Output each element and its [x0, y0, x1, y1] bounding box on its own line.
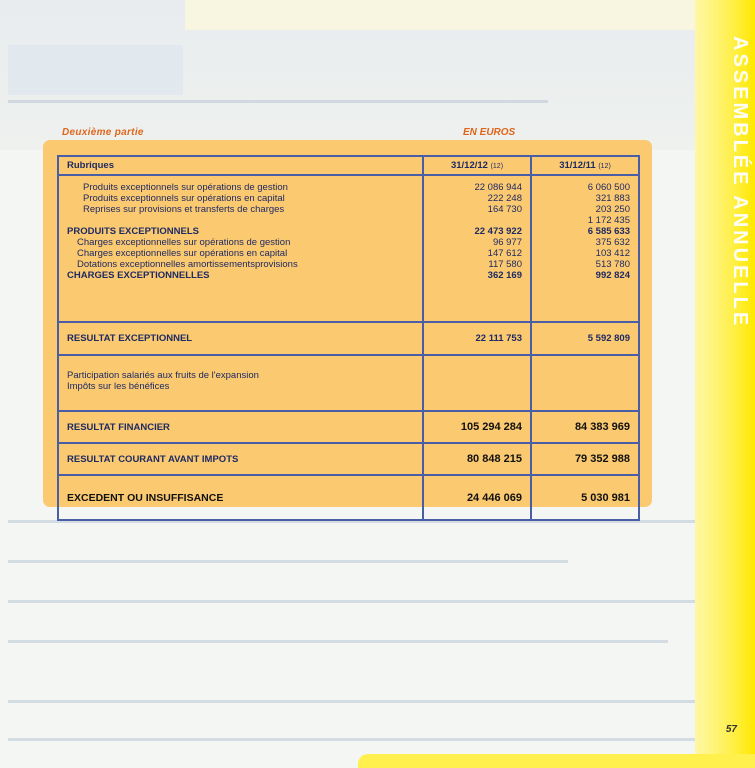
- row-label: Produits exceptionnels sur opérations en capital: [83, 193, 285, 204]
- row-value-total: 22 473 922: [474, 226, 522, 237]
- values-col1: [423, 175, 531, 322]
- resultat-courant-v2: 79 352 988: [531, 443, 639, 475]
- row-label: Charges exceptionnelles sur opérations de gestion: [77, 237, 291, 248]
- participation-v1: [423, 355, 531, 411]
- header-col1-date: 31/12/12: [450, 160, 488, 171]
- row-value: 1 172 435: [587, 215, 630, 226]
- show-through-line: [8, 560, 568, 563]
- participation-row: [58, 355, 639, 411]
- row-value: 103 412: [595, 248, 630, 259]
- excedent-v1: 24 446 069: [423, 475, 531, 520]
- bottom-band: [358, 754, 755, 768]
- row-value: 375 632: [595, 237, 630, 248]
- excedent-v2: 5 030 981: [531, 475, 639, 520]
- row-value: [432, 215, 522, 226]
- row-value: 513 780: [595, 259, 630, 270]
- row-value: 6 060 500: [587, 182, 630, 193]
- participation-v2: [531, 355, 639, 411]
- row-value: 203 250: [595, 204, 630, 215]
- show-through-line: [8, 600, 708, 603]
- table-header-row: [58, 156, 639, 175]
- resultat-financier-v2: 84 383 969: [531, 411, 639, 443]
- resultat-exceptionnel-v1: 22 111 753: [423, 322, 531, 355]
- row-label: Reprises sur provisions et transferts de charges: [83, 204, 285, 215]
- row-value: 96 977: [492, 237, 522, 248]
- unit-label: EN EUROS: [463, 127, 516, 138]
- excedent-row: [58, 475, 639, 520]
- resultat-exceptionnel-label: RESULTAT EXCEPTIONNEL: [58, 322, 423, 355]
- resultat-courant-row: [58, 443, 639, 475]
- header-col2-ref: (12): [598, 163, 611, 170]
- participation-label: Participation salariés aux fruits de l'expansion: [67, 370, 259, 381]
- row-label: Charges exceptionnelles sur opérations en capital: [77, 248, 288, 259]
- resultat-financier-v1: 105 294 284: [423, 411, 531, 443]
- labels-cell: [58, 175, 423, 322]
- resultat-courant-v1: 80 848 215: [423, 443, 531, 475]
- values-col2: [531, 175, 639, 322]
- header-col1: [423, 156, 531, 175]
- resultat-financier-row: [58, 411, 639, 443]
- table-body-block: [58, 175, 639, 322]
- header-rubriques: Rubriques: [58, 156, 423, 175]
- row-label: [67, 215, 414, 226]
- show-through-block: [8, 45, 183, 95]
- resultat-exceptionnel-v2: 5 592 809: [531, 322, 639, 355]
- row-value: 321 883: [595, 193, 630, 204]
- resultat-exceptionnel-row: [58, 322, 639, 355]
- page-number: 57: [725, 724, 737, 735]
- row-label: Dotations exceptionnelles amortissementsprovisions: [77, 259, 298, 270]
- resultat-courant-label: RESULTAT COURANT AVANT IMPOTS: [58, 443, 423, 475]
- resultat-financier-label: RESULTAT FINANCIER: [58, 411, 423, 443]
- impots-label: Impôts sur les bénéfices: [67, 381, 170, 392]
- row-value: 117 580: [488, 259, 522, 270]
- side-title: ASSEMBLÉE ANNUELLE: [729, 36, 751, 329]
- row-value-total: 362 169: [487, 270, 522, 281]
- row-value: 164 730: [487, 204, 522, 215]
- show-through-line: [8, 640, 668, 643]
- show-through-line: [8, 738, 708, 741]
- section-label: Deuxième partie: [62, 127, 144, 138]
- participation-cell: [58, 355, 423, 411]
- header-col2: [531, 156, 639, 175]
- row-label: Produits exceptionnels sur opérations de gestion: [83, 182, 288, 193]
- top-band: [185, 0, 755, 30]
- row-value-total: 6 585 633: [587, 226, 630, 237]
- show-through-line: [8, 100, 548, 103]
- header-col2-date: 31/12/11: [559, 160, 596, 171]
- show-through-line: [8, 700, 708, 703]
- row-value-total: 992 824: [595, 270, 630, 281]
- excedent-label: EXCEDENT OU INSUFFISANCE: [58, 475, 423, 520]
- financial-table: [57, 155, 640, 521]
- row-value: 22 086 944: [474, 182, 522, 193]
- header-col1-ref: (12): [490, 163, 504, 170]
- row-label-total: CHARGES EXCEPTIONNELLES: [67, 270, 210, 281]
- row-label-total: PRODUITS EXCEPTIONNELS: [67, 226, 199, 237]
- row-value: 222 248: [487, 193, 522, 204]
- row-value: 147 612: [487, 248, 522, 259]
